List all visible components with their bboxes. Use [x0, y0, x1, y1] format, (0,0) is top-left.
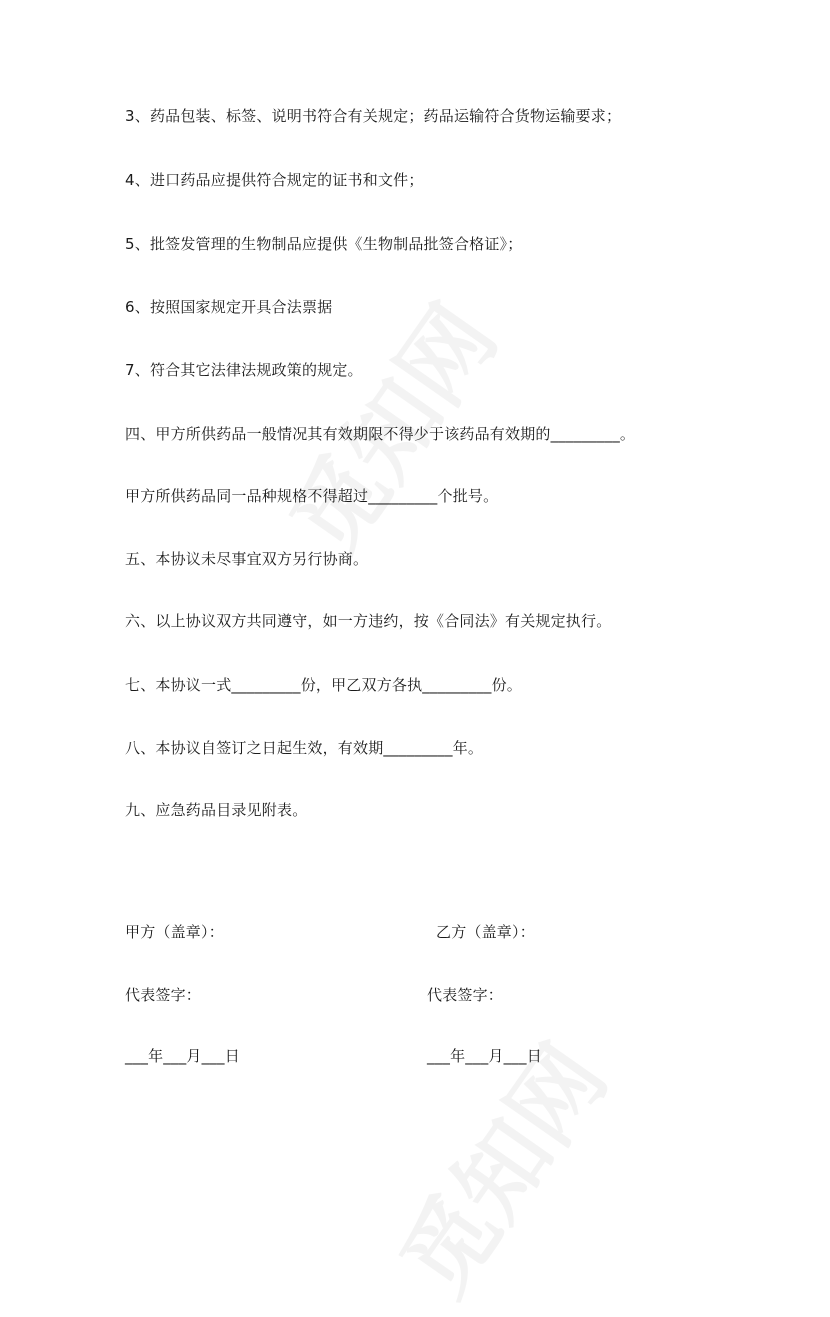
clause-3: 3、药品包装、标签、说明书符合有关规定；药品运输符合货物运输要求； [125, 107, 622, 125]
party-a-date: ___年___月___日 [125, 1047, 240, 1065]
clause-seven: 七、本协议一式_________份，甲乙双方各执_________份。 [125, 676, 523, 694]
party-b-date: ___年___月___日 [427, 1047, 542, 1065]
clause-4: 4、进口药品应提供符合规定的证书和文件； [125, 171, 424, 189]
clause-four: 四、甲方所供药品一般情况其有效期限不得少于该药品有效期的_________。 [125, 425, 636, 443]
clause-nine: 九、应急药品目录见附表。 [125, 801, 308, 819]
clause-five: 五、本协议未尽事宜双方另行协商。 [125, 550, 369, 568]
party-b-seal: 乙方（盖章）： [436, 923, 535, 941]
clause-four-batch: 甲方所供药品同一品种规格不得超过_________个批号。 [125, 487, 499, 505]
clause-six: 六、以上协议双方共同遵守，如一方违约，按《合同法》有关规定执行。 [125, 612, 612, 630]
party-a-seal: 甲方（盖章）： [125, 923, 224, 941]
clause-5: 5、批签发管理的生物制品应提供《生物制品批签合格证》； [125, 235, 523, 253]
party-a-rep: 代表签字： [125, 986, 202, 1004]
clause-eight: 八、本协议自签订之日起生效，有效期_________年。 [125, 739, 484, 757]
party-b-rep: 代表签字： [427, 986, 504, 1004]
clause-7: 7、符合其它法律法规政策的规定。 [125, 361, 363, 379]
clause-6: 6、按照国家规定开具合法票据 [125, 298, 333, 316]
